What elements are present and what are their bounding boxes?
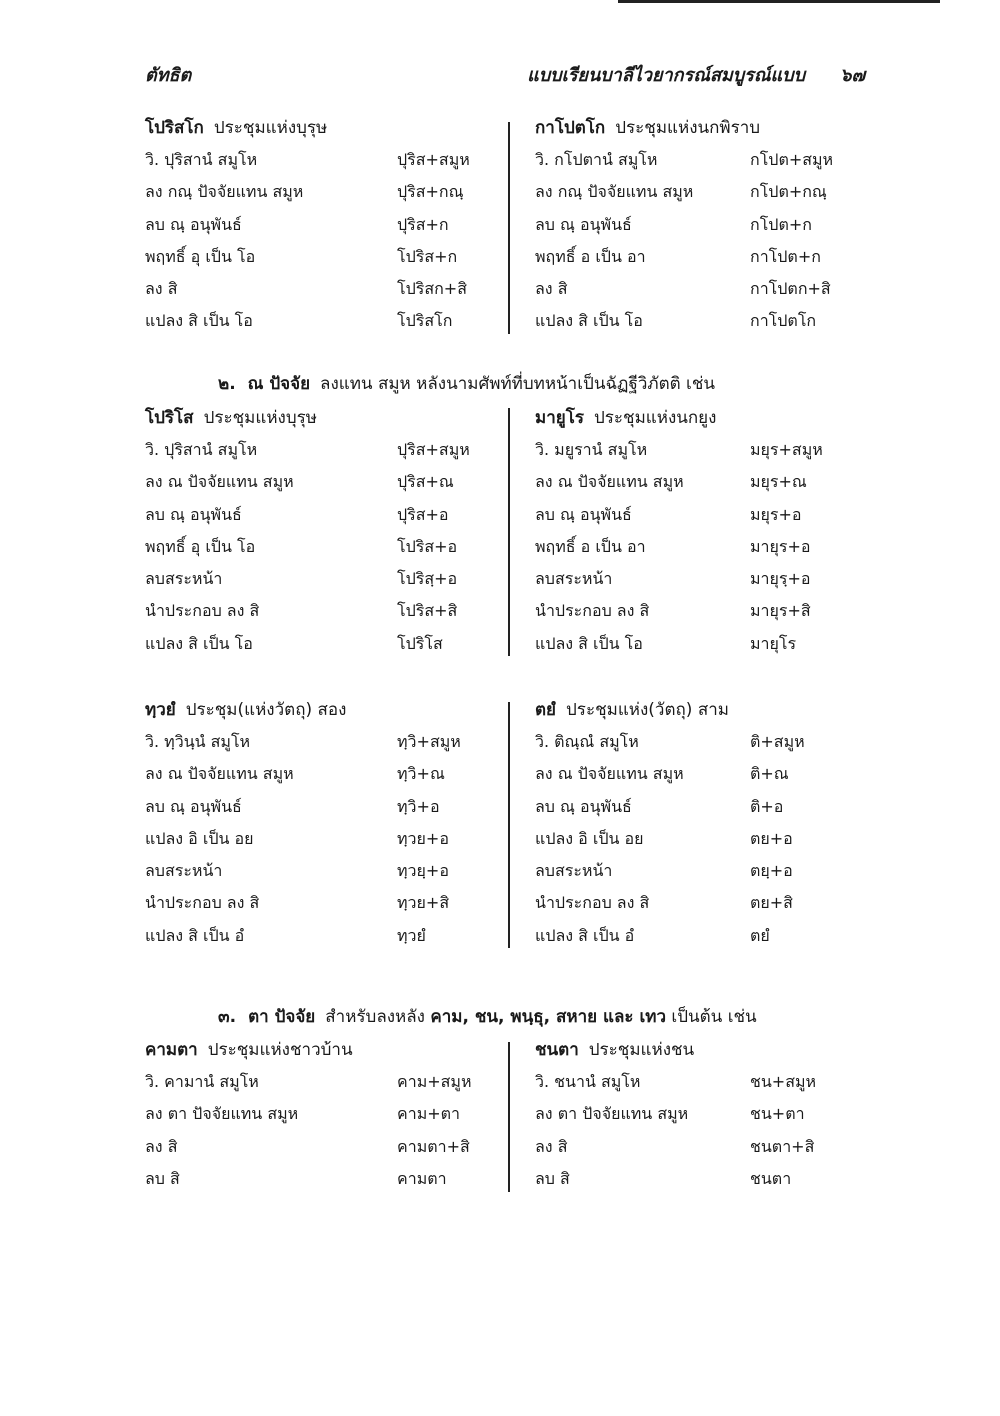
derivation-step-row — [535, 1066, 865, 1098]
entry-word: มายูโร — [535, 408, 584, 428]
derivation-step-row — [535, 1098, 865, 1130]
derivation-result: ชน+สมูห — [750, 1072, 817, 1091]
derivation-step: นำประกอบ ลง สิ — [145, 601, 260, 621]
derivation-block-4 — [145, 1034, 845, 1198]
derivation-result: โปริสฺ+อ — [397, 569, 458, 589]
derivation-step: ลง สิ — [145, 279, 178, 299]
derivation-result: มยุร+อ — [750, 504, 802, 524]
derivation-result: มายุรฺ+อ — [750, 569, 811, 589]
derivation-result: ปุริส+สมูห — [397, 440, 470, 459]
entry-gloss: ประชุม(แห่งวัตถุ) สอง — [185, 700, 347, 720]
derivation-step: วิ. คามานํ สมูโห — [145, 1072, 259, 1091]
derivation-step: วิ. ติณฺณํ สมูโห — [535, 732, 639, 751]
derivation-step: ลง ณ ปัจจัยแทน สมูห — [145, 472, 294, 492]
derivation-result: คาม+สมูห — [397, 1072, 472, 1091]
derivation-step: วิ. ชนานํ สมูโห — [535, 1072, 641, 1091]
derivation-step: ลบ ณฺ อนุพันธ์ — [145, 214, 242, 234]
entry-gloss: ประชุมแห่งนกยูง — [593, 408, 717, 428]
derivation-step: วิ. ปุริสานํ สมูโห — [145, 150, 258, 169]
derivation-step-row — [145, 791, 475, 823]
derivation-step-row — [535, 920, 865, 952]
entry-word: โปริสโก — [145, 118, 204, 138]
derivation-result: ปุริส+อ — [397, 504, 449, 524]
derivation-left — [145, 402, 475, 660]
derivation-step: ลง ณ ปัจจัยแทน สมูห — [535, 764, 684, 784]
column-divider — [508, 702, 510, 948]
derivation-result: ทฺวิ+ณ — [397, 764, 445, 784]
derivation-step-row — [145, 823, 475, 855]
entry-gloss: ประชุมแห่งชาวบ้าน — [207, 1040, 353, 1060]
derivation-left — [145, 1034, 475, 1195]
entry-title — [535, 694, 865, 726]
entry-word: ทฺวยํ — [145, 700, 176, 720]
derivation-step-row — [145, 855, 475, 887]
entry-word: ชนตา — [535, 1040, 579, 1060]
section-text-end: เป็นต้น เช่น — [671, 1007, 757, 1027]
derivation-result: มายุร+อ — [750, 536, 811, 556]
derivation-step: ลง สิ — [145, 1136, 178, 1156]
derivation-step-row — [535, 466, 865, 498]
derivation-step-row — [145, 305, 475, 337]
derivation-result: กโปต+สมูห — [750, 150, 834, 169]
entry-gloss: ประชุมแห่ง(วัตถุ) สาม — [566, 700, 729, 720]
derivation-step-row — [535, 595, 865, 627]
derivation-result: ตย+สิ — [750, 893, 793, 913]
entry-title — [535, 402, 865, 434]
derivation-step-row — [535, 855, 865, 887]
derivation-result: ตย+อ — [750, 828, 793, 848]
derivation-result: ปุริส+ก — [397, 214, 449, 234]
derivation-step: แปลง สิ เป็น อํ — [535, 925, 635, 945]
derivation-step-row — [145, 595, 475, 627]
derivation-step-row — [145, 176, 475, 208]
entry-word: กาโปตโก — [535, 118, 606, 138]
derivation-step-row — [535, 823, 865, 855]
derivation-step: พฤทธิ์ อ เป็น อา — [535, 536, 646, 556]
derivation-step: ลง กณฺ ปัจจัยแทน สมูห — [535, 182, 694, 202]
derivation-result: ชนตา — [750, 1168, 792, 1188]
derivation-result: กาโปต+ก — [750, 246, 821, 266]
derivation-result: ชน+ตา — [750, 1104, 805, 1124]
derivation-result: ทฺวิ+อ — [397, 796, 440, 816]
derivation-result: ทฺวยํ — [397, 925, 426, 945]
derivation-result: คาม+ตา — [397, 1104, 461, 1124]
derivation-step: นำประกอบ ลง สิ — [145, 893, 260, 913]
derivation-result: โปริสโก — [397, 311, 453, 331]
derivation-right — [535, 694, 865, 952]
entry-title — [145, 112, 475, 144]
derivation-step: ลบ ณฺ อนุพันธ์ — [145, 796, 242, 816]
derivation-step-row — [145, 1131, 475, 1163]
derivation-step: แปลง สิ เป็น โอ — [145, 633, 253, 653]
derivation-result: ปุริส+ณ — [397, 472, 454, 492]
derivation-result: ติ+สมูห — [750, 732, 805, 751]
derivation-step: ลง ณ ปัจจัยแทน สมูห — [535, 472, 684, 492]
derivation-step-row — [535, 144, 865, 176]
derivation-result: โปริสก+สิ — [397, 279, 467, 299]
derivation-result: กโปต+ก — [750, 214, 812, 234]
derivation-step: ลง ตา ปัจจัยแทน สมูห — [535, 1104, 689, 1124]
section-2-heading — [218, 370, 715, 397]
derivation-step-row — [535, 791, 865, 823]
derivation-block-3 — [145, 694, 845, 954]
column-divider — [508, 122, 510, 334]
derivation-step: ลบ ณฺ อนุพันธ์ — [535, 214, 632, 234]
entry-title — [145, 694, 475, 726]
derivation-step: แปลง อิ เป็น อย — [145, 828, 254, 848]
derivation-step-row — [145, 144, 475, 176]
derivation-result: กาโปตก+สิ — [750, 279, 831, 299]
derivation-result: ชนตา+สิ — [750, 1136, 815, 1156]
derivation-step: ลง ตา ปัจจัยแทน สมูห — [145, 1104, 299, 1124]
entry-title — [535, 1034, 865, 1066]
derivation-step: วิ. กโปตานํ สมูโห — [535, 150, 658, 169]
derivation-result: ปุริส+สมูห — [397, 150, 470, 169]
derivation-step: แปลง สิ เป็น อํ — [145, 925, 245, 945]
derivation-step-row — [535, 726, 865, 758]
header-book-title: แบบเรียนบาลีไวยากรณ์สมบูรณ์แบบ — [527, 65, 805, 86]
derivation-step: วิ. ปุริสานํ สมูโห — [145, 440, 258, 459]
entry-word: คามตา — [145, 1040, 198, 1060]
derivation-result: มยุร+ณ — [750, 472, 807, 492]
entry-word: โปริโส — [145, 408, 194, 428]
section-number: ๒. — [218, 374, 236, 394]
derivation-step-row — [145, 563, 475, 595]
derivation-right — [535, 112, 865, 338]
derivation-result: โปริส+อ — [397, 536, 458, 556]
derivation-result: โปริส+สิ — [397, 601, 458, 621]
derivation-step: วิ. ทฺวินฺนํ สมูโห — [145, 732, 251, 751]
page-header — [145, 60, 865, 90]
derivation-step: พฤทธิ์ อุ เป็น โอ — [145, 246, 256, 266]
derivation-result: ทฺวิ+สมูห — [397, 732, 461, 751]
section-number: ๓. — [218, 1007, 237, 1027]
derivation-step-row — [535, 887, 865, 919]
column-divider — [508, 1042, 510, 1192]
derivation-step-row — [145, 273, 475, 305]
derivation-step-row — [535, 1131, 865, 1163]
section-keyword: ณ ปัจจัย — [247, 374, 311, 394]
derivation-step: แปลง สิ เป็น โอ — [145, 311, 253, 331]
derivation-step-row — [145, 726, 475, 758]
derivation-result: ติ+ณ — [750, 764, 789, 784]
derivation-step-row — [145, 628, 475, 660]
derivation-step-row — [145, 499, 475, 531]
derivation-result: ตยฺ+อ — [750, 861, 793, 881]
derivation-step-row — [535, 209, 865, 241]
derivation-result: ทฺวย+สิ — [397, 893, 450, 913]
derivation-step-row — [535, 241, 865, 273]
section-keyword: ตา ปัจจัย — [248, 1007, 316, 1027]
derivation-step-row — [535, 305, 865, 337]
derivation-result: มยุร+สมูห — [750, 440, 823, 459]
derivation-left — [145, 112, 475, 338]
entry-gloss: ประชุมแห่งนกพิราบ — [615, 118, 761, 138]
entry-title — [535, 112, 865, 144]
derivation-result: ตยํ — [750, 925, 770, 945]
entry-gloss: ประชุมแห่งบุรุษ — [213, 118, 328, 138]
derivation-block-2 — [145, 402, 845, 662]
derivation-result: โปริส+ก — [397, 246, 458, 266]
derivation-result: ทฺวย+อ — [397, 828, 449, 848]
derivation-step-row — [145, 758, 475, 790]
derivation-step-row — [535, 563, 865, 595]
derivation-step: ลบสระหน้า — [145, 569, 223, 589]
derivation-step-row — [535, 628, 865, 660]
derivation-result: คามตา — [397, 1168, 447, 1188]
derivation-step: ลบ ณฺ อนุพันธ์ — [145, 504, 242, 524]
derivation-step: ลบ ณฺ อนุพันธ์ — [535, 504, 632, 524]
derivation-step-row — [535, 758, 865, 790]
derivation-step: ลง ณ ปัจจัยแทน สมูห — [145, 764, 294, 784]
derivation-result: คามตา+สิ — [397, 1136, 470, 1156]
derivation-step: วิ. มยูรานํ สมูโห — [535, 440, 648, 459]
derivation-step: แปลง สิ เป็น โอ — [535, 311, 643, 331]
derivation-right — [535, 1034, 865, 1195]
derivation-step: ลง กณฺ ปัจจัยแทน สมูห — [145, 182, 304, 202]
derivation-left — [145, 694, 475, 952]
derivation-step: แปลง สิ เป็น โอ — [535, 633, 643, 653]
section-text: ลงแทน สมูห หลังนามศัพท์ที่บทหน้าเป็นฉัฏฐีวิภัตติ เช่น — [320, 374, 716, 394]
column-divider — [508, 408, 510, 656]
entry-title — [145, 402, 475, 434]
derivation-step: พฤทธิ์ อ เป็น อา — [535, 246, 646, 266]
derivation-step-row — [145, 466, 475, 498]
derivation-step: ลบสระหน้า — [535, 569, 613, 589]
derivation-step: ลง สิ — [535, 1136, 568, 1156]
derivation-result: มายุโร — [750, 633, 797, 653]
header-left-title: ตัทธิต — [145, 65, 192, 86]
derivation-result: ปุริส+กณฺ — [397, 182, 464, 202]
derivation-step-row — [535, 499, 865, 531]
derivation-step: ลบสระหน้า — [535, 861, 613, 881]
derivation-result: มายุร+สิ — [750, 601, 811, 621]
derivation-step-row — [145, 531, 475, 563]
derivation-step-row — [145, 1066, 475, 1098]
derivation-step-row — [145, 1098, 475, 1130]
derivation-step: พฤทธิ์ อุ เป็น โอ — [145, 536, 256, 556]
derivation-step: นำประกอบ ลง สิ — [535, 601, 650, 621]
derivation-step: ลบสระหน้า — [145, 861, 223, 881]
derivation-result: ติ+อ — [750, 796, 784, 816]
derivation-step-row — [535, 434, 865, 466]
derivation-step: นำประกอบ ลง สิ — [535, 893, 650, 913]
section-3-heading — [218, 1003, 757, 1030]
derivation-result: กโปต+กณฺ — [750, 182, 827, 202]
entry-title — [145, 1034, 475, 1066]
derivation-step: ลง สิ — [535, 279, 568, 299]
derivation-result: ทฺวยฺ+อ — [397, 861, 449, 881]
derivation-step-row — [535, 1163, 865, 1195]
derivation-step-row — [145, 920, 475, 952]
entry-gloss: ประชุมแห่งบุรุษ — [203, 408, 317, 428]
page-number: ๖๗ — [840, 65, 865, 86]
derivation-result: โปริโส — [397, 633, 443, 653]
derivation-step-row — [535, 531, 865, 563]
top-rule — [618, 0, 940, 3]
derivation-step: แปลง อิ เป็น อย — [535, 828, 644, 848]
section-words: คาม, ชน, พนฺธุ, สหาย และ เทว — [430, 1007, 666, 1027]
derivation-step-row — [145, 887, 475, 919]
derivation-step-row — [145, 1163, 475, 1195]
entry-gloss: ประชุมแห่งชน — [588, 1040, 695, 1060]
derivation-right — [535, 402, 865, 660]
derivation-step-row — [535, 273, 865, 305]
derivation-step: ลบ สิ — [145, 1168, 180, 1188]
derivation-result: กาโปตโก — [750, 311, 817, 331]
entry-word: ตยํ — [535, 700, 557, 720]
derivation-step: ลบ ณฺ อนุพันธ์ — [535, 796, 632, 816]
section-text: สำหรับลงหลัง — [325, 1007, 425, 1027]
derivation-step: ลบ สิ — [535, 1168, 570, 1188]
derivation-block-1 — [145, 112, 845, 338]
derivation-step-row — [535, 176, 865, 208]
derivation-step-row — [145, 241, 475, 273]
derivation-step-row — [145, 434, 475, 466]
derivation-step-row — [145, 209, 475, 241]
